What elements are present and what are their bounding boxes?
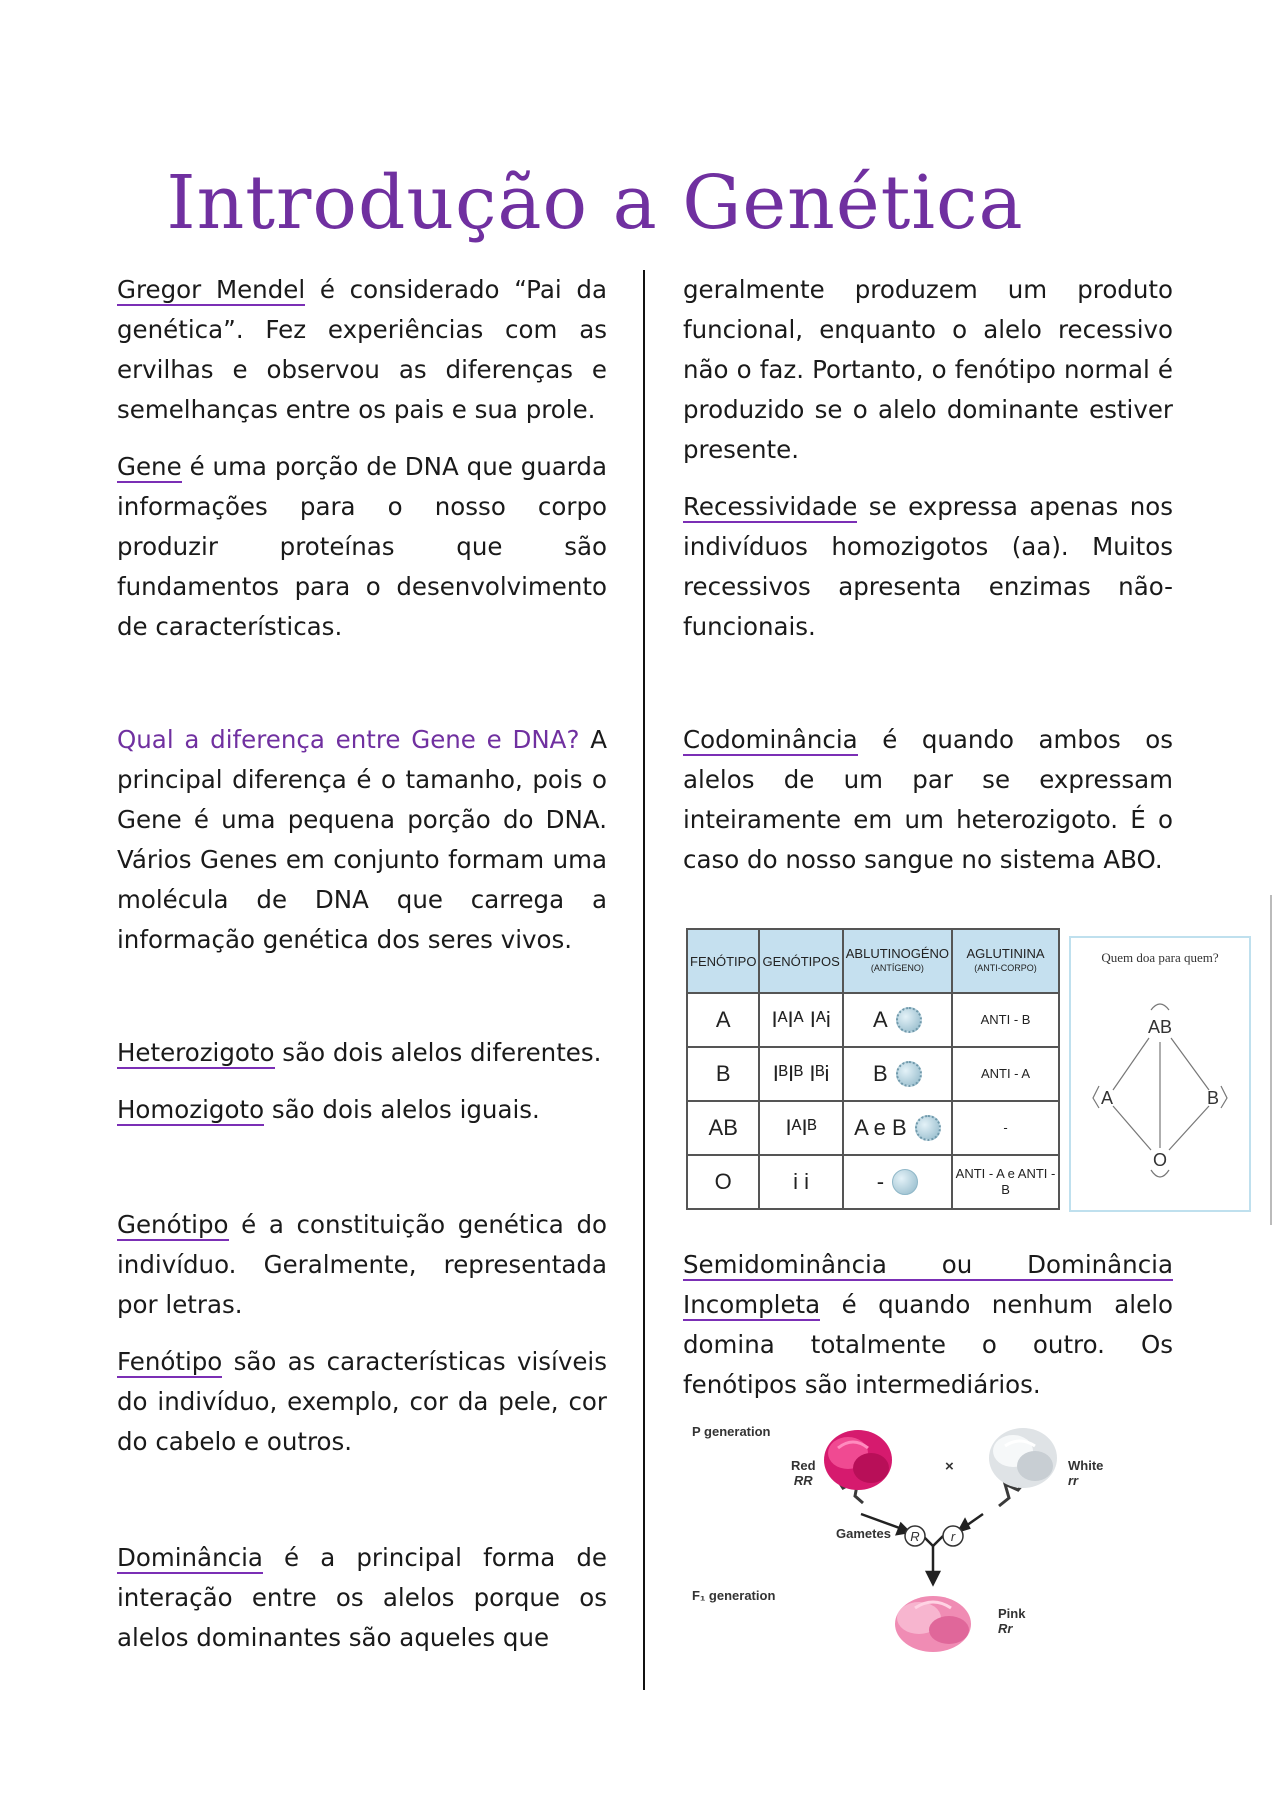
roses-diagram-svg [683,1418,1123,1658]
term-fenotipo: Fenótipo [117,1347,223,1376]
page-title: Introdução a Genética [166,160,1024,246]
column-divider [643,270,645,1690]
gamete-r-recessive-icon [943,1526,963,1546]
paragraph-heterozigoto: Heterozigoto são dois alelos diferentes. [117,1038,602,1067]
gamete-r-dominant-icon [905,1526,925,1546]
cell-genotipos: IᴬIᴬ Iᴬi [759,993,842,1047]
paragraph-recessividade: Recessividade se expressa apenas nos indivíduos homozigotos (aa). Muitos recessivos apresenta enzimas não-funcionais. [683,492,1173,641]
cell-aglutinina: - [952,1101,1059,1155]
cell-aglutinina: ANTI - B [952,993,1059,1047]
term-codominancia: Codominância [683,725,858,754]
cell-fenotipo: B [687,1047,759,1101]
label-p-generation: P generation [692,1424,771,1439]
term-genotipo: Genótipo [117,1210,229,1239]
paragraph-genotipo: Genótipo é a constituição genética do indivíduo. Geralmente, representada por letras. [117,1210,607,1319]
donor-node-o: O [1152,1150,1168,1170]
table-row [687,1101,1059,1155]
label-f1-generation: F₁ generation [692,1588,776,1603]
term-heterozigoto: Heterozigoto [117,1038,275,1067]
cell-antigeno: - [843,1155,952,1209]
antigen-cell-icon [896,1007,922,1033]
left-column [117,270,607,430]
header-antigeno: ABLUTINOGÉNO (ANTÍGENO) [843,929,952,993]
antigen-cell-icon [915,1115,941,1141]
antigen-cell-icon [892,1169,918,1195]
label-white: White [1068,1458,1104,1473]
label-pink-genotype: Rr [998,1621,1013,1636]
cell-fenotipo: AB [687,1101,759,1155]
cell-aglutinina: ANTI - A e ANTI - B [952,1155,1059,1209]
donor-node-b: B [1206,1088,1220,1108]
paragraph-gene: Gene é uma porção de DNA que guarda informações para o nosso corpo produzir proteínas que são fundamentos para o desenvolvimento de características. [117,452,607,641]
label-gametes: Gametes [836,1526,891,1541]
paragraph-codominancia: Codominância é quando ambos os alelos de um par se expressam inteiramente em um heterozigoto. É o caso do nosso sangue no sistema ABO. [683,725,1173,874]
donor-title: Quem doa para quem? [1101,950,1219,965]
header-aglutinina: AGLUTININA (ANTI-CORPO) [952,929,1059,993]
cell-fenotipo: A [687,993,759,1047]
label-white-genotype: rr [1068,1473,1079,1488]
cell-fenotipo: O [687,1155,759,1209]
paragraph-mendel: Gregor Mendel é considerado “Pai da genética”. Fez experiências com as ervilhas e observou as diferenças e semelhanças entre os pais e sua prole. [117,275,607,424]
cell-genotipos: IᴬIᴮ [759,1101,842,1155]
cell-genotipos: i i [759,1155,842,1209]
header-genotipos: GENÓTIPOS [759,929,842,993]
paragraph-dominancia-cont: geralmente produzem um produto funcional, enquanto o alelo recessivo não o faz. Portanto, o fenótipo normal é produzido se o alelo dominante estiver presente. [683,275,1173,464]
cell-antigeno: B [843,1047,952,1101]
term-homozigoto: Homozigoto [117,1095,265,1124]
label-pink: Pink [998,1606,1026,1621]
table-row [687,1155,1059,1209]
cell-genotipos: IᴮIᴮ Iᴮi [759,1047,842,1101]
label-red: Red [791,1458,816,1473]
paragraph-semidominancia: Semidominância ou Dominância Incompleta é quando nenhum alelo domina totalmente o outro. Os fenótipos são intermediários. [683,1250,1173,1399]
abo-figure [686,928,1251,1210]
white-rose-icon [989,1428,1057,1506]
red-rose-icon [824,1430,892,1503]
table-row [687,993,1059,1047]
table-row [687,1047,1059,1101]
question-gene-dna: Qual a diferença entre Gene e DNA? [117,725,580,754]
cell-antigeno: A [843,993,952,1047]
gamete-r-recessive-label: r [950,1529,956,1544]
header-fenotipo: FENÓTIPO [687,929,759,993]
paragraph-dominancia: Dominância é a principal forma de interação entre os alelos porque os alelos dominantes são aqueles que [117,1543,607,1652]
abo-table [686,928,1060,1210]
incomplete-dominance-figure [683,1418,1123,1658]
paragraph-fenotipo: Fenótipo são as características visíveis do indivíduo, exemplo, cor da pele, cor do cabelo e outros. [117,1347,607,1456]
scroll-indicator [1270,895,1272,1225]
term-gregor-mendel: Gregor Mendel [117,275,306,304]
term-gene: Gene [117,452,182,481]
donor-node-ab: AB [1147,1017,1173,1037]
term-semidominancia: Semidominância ou Dominância Incompleta [683,1250,1173,1319]
donor-node-a: A [1100,1088,1114,1108]
donor-diagram [1069,936,1251,1212]
cell-antigeno: A e B [843,1101,952,1155]
cross-symbol: × [945,1458,954,1475]
term-recessividade: Recessividade [683,492,858,521]
term-dominancia: Dominância [117,1543,263,1572]
donor-diagram-svg [1071,938,1249,1210]
label-red-genotype: RR [793,1473,813,1488]
cell-aglutinina: ANTI - A [952,1047,1059,1101]
antigen-cell-icon [896,1061,922,1087]
paragraph-homozigoto: Homozigoto são dois alelos iguais. [117,1095,540,1124]
gamete-r-dominant-label: R [910,1529,920,1544]
paragraph-gene-vs-dna: Qual a diferença entre Gene e DNA? A principal diferença é o tamanho, pois o Gene é uma pequena porção do DNA. Vários Genes em conjunto formam uma molécula de DNA que carrega a informação genética dos seres vivos. [117,725,607,954]
pink-rose-icon [895,1596,971,1652]
